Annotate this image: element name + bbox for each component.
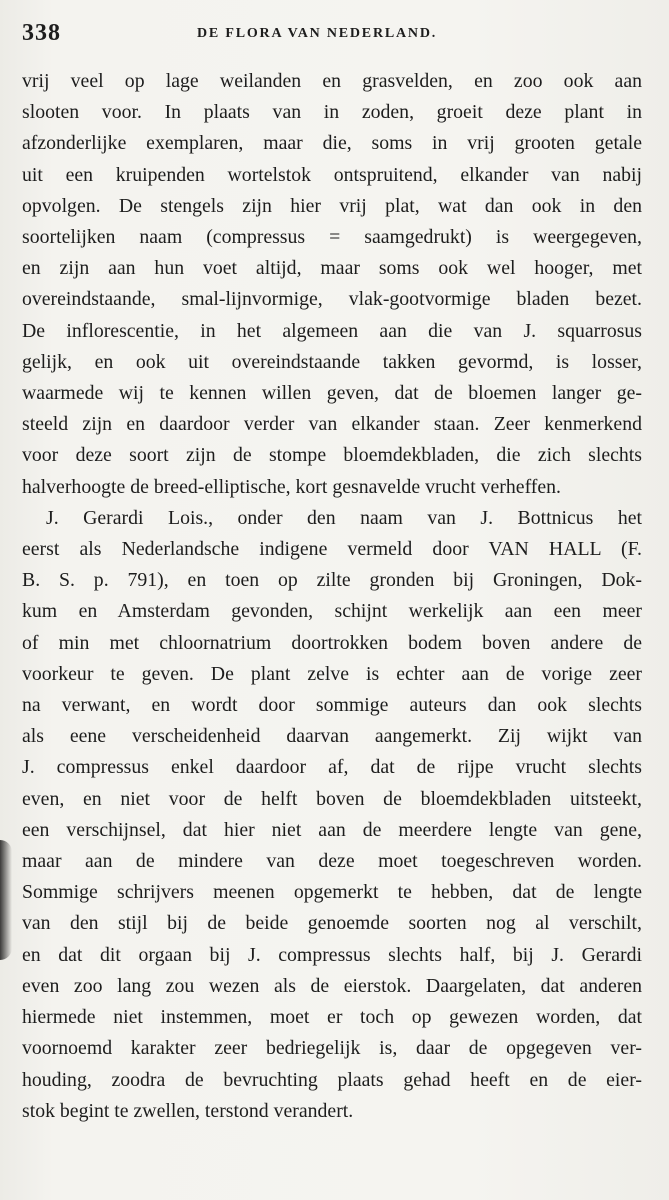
text-line: voornoemd karakter zeer bedriegelijk is, daar de opgegeven ver- bbox=[22, 1037, 642, 1060]
text-line: soortelijken naam (compressus = saamgedrukt) is weergegeven, bbox=[22, 226, 642, 249]
text-line: van den stijl bij de beide genoemde soorten nog al verschilt, bbox=[22, 912, 642, 935]
text-line: Sommige schrijvers meenen opgemerkt te hebben, dat de lengte bbox=[22, 881, 642, 904]
text-line: even zoo lang zou wezen als de eierstok. Daargelaten, dat anderen bbox=[22, 974, 642, 997]
text-line: slooten voor. In plaats van in zoden, groeit deze plant in bbox=[22, 101, 642, 124]
text-line: overeindstaande, smal-lijnvormige, vlak-gootvormige bladen bezet. bbox=[22, 288, 642, 311]
text-line: als eene verscheidenheid daarvan aangemerkt. Zij wijkt van bbox=[22, 725, 642, 748]
text-line: eerst als Nederlandsche indigene vermeld door VAN HALL (F. bbox=[22, 538, 642, 561]
text-line: hiermede niet instemmen, moet er toch op gewezen worden, dat bbox=[22, 1006, 642, 1029]
text-line: vrij veel op lage weilanden en grasvelden, en zoo ook aan bbox=[22, 70, 642, 92]
page-shadow-edge bbox=[0, 840, 12, 960]
text-line: J. Gerardi Lois., onder den naam van J. Bottnicus het bbox=[46, 506, 642, 529]
body-text bbox=[22, 66, 642, 1127]
running-title: DE FLORA VAN NEDERLAND. bbox=[197, 26, 438, 41]
text-line: na verwant, en wordt door sommige auteurs dan ook slechts bbox=[22, 694, 642, 717]
text-line: en zijn aan hun voet altijd, maar soms ook wel hooger, met bbox=[22, 257, 642, 280]
text-line: B. S. p. 791), en toen op zilte gronden bij Groningen, Dok- bbox=[22, 569, 642, 592]
text-line: uit een kruipenden wortelstok ontspruitend, elkander van nabij bbox=[22, 163, 642, 186]
text-line: gelijk, en ook uit overeindstaande takken gevormd, is losser, bbox=[22, 350, 642, 373]
text-line: J. compressus enkel daardoor af, dat de rijpe vrucht slechts bbox=[22, 756, 642, 779]
text-line: maar aan de mindere van deze moet toegeschreven worden. bbox=[22, 850, 642, 873]
text-line: of min met chloornatrium doortrokken bodem boven andere de bbox=[22, 631, 642, 654]
text-line: stok begint te zwellen, terstond verandert. bbox=[22, 1099, 354, 1122]
text-line: voorkeur te geven. De plant zelve is echter aan de vorige zeer bbox=[22, 662, 642, 685]
text-line: een verschijnsel, dat hier niet aan de meerdere lengte van gene, bbox=[22, 818, 642, 841]
text-line: afzonderlijke exemplaren, maar die, soms in vrij grooten getale bbox=[22, 132, 642, 155]
page-number: 338 bbox=[22, 20, 61, 46]
text-line: even, en niet voor de helft boven de bloemdekbladen uitsteekt, bbox=[22, 787, 642, 810]
text-line: halverhoogte de breed-elliptische, kort gesnavelde vrucht verheffen. bbox=[22, 475, 562, 498]
text-line: en dat dit orgaan bij J. compressus slechts half, bij J. Gerardi bbox=[22, 943, 642, 966]
text-line: voor deze soort zijn de stompe bloemdekbladen, die zich slechts bbox=[22, 444, 642, 467]
text-line: steeld zijn en daardoor verder van elkander staan. Zeer kenmerkend bbox=[22, 413, 642, 436]
text-line: waarmede wij te kennen willen geven, dat de bloemen langer ge- bbox=[22, 382, 642, 405]
text-line: De inflorescentie, in het algemeen aan die van J. squarrosus bbox=[22, 319, 642, 342]
text-line: kum en Amsterdam gevonden, schijnt werkelijk aan een meer bbox=[22, 600, 642, 623]
text-line: opvolgen. De stengels zijn hier vrij plat, wat dan ook in den bbox=[22, 194, 642, 217]
text-line: houding, zoodra de bevruchting plaats gehad heeft en de eier- bbox=[22, 1068, 642, 1091]
page-header bbox=[22, 20, 642, 48]
